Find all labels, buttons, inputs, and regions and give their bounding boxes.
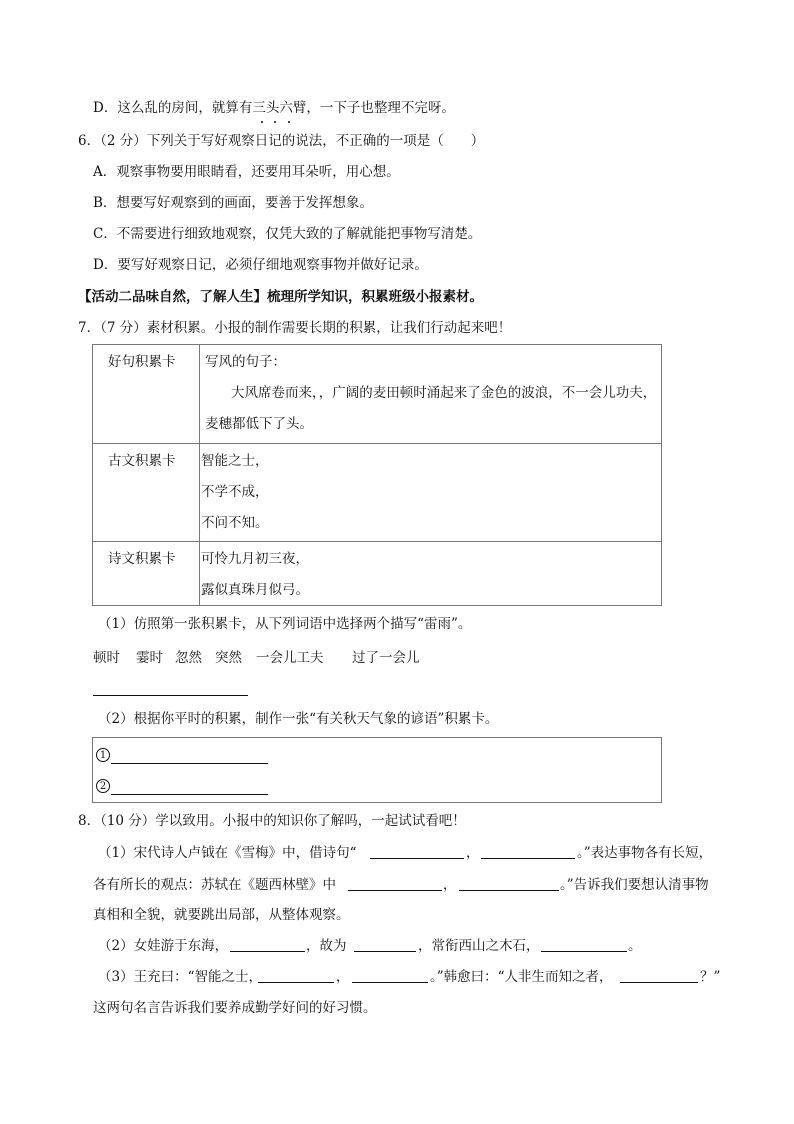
circled-number: 1 — [96, 748, 110, 762]
word-option: 一会儿工夫 — [256, 650, 324, 666]
card-line: 写风的句子： — [205, 354, 286, 370]
answer-blank[interactable] — [620, 982, 698, 983]
q8-s3-text: 。”韩愈曰：“人非生而知之者， — [430, 969, 613, 985]
card-label: 诗文积累卡 — [108, 551, 176, 567]
table-divider — [93, 541, 661, 542]
q7-sub2: （2）根据你平时的积累，制作一张“有关秋天气象的谚语”积累卡。 — [98, 711, 499, 727]
q8-s2-text: （2）女娃游于东海， — [98, 938, 229, 954]
q8-stem: 8．（10 分）学以致用。小报中的知识你了解吗，一起试试看吧！ — [78, 813, 466, 829]
emphasis-dot — [274, 121, 276, 123]
card-line: 智能之士， — [201, 453, 269, 469]
q6-option-b[interactable]: B．想要写好观察到的画面，要善于发挥想象。 — [93, 195, 373, 211]
card-label: 古文积累卡 — [108, 453, 176, 469]
card-line: 露似真珠月似弓。 — [201, 582, 309, 598]
q8-s1-text: 各有所长的观点：苏轼在《题西林壁》中 — [93, 877, 336, 893]
answer-blank[interactable] — [541, 951, 627, 952]
word-option: 过了一会儿 — [352, 650, 420, 666]
q8-s3-text: 这两句名言告诉我们要养成勤学好问的好习惯。 — [93, 1000, 377, 1016]
table-divider — [93, 443, 661, 444]
answer-blank[interactable] — [481, 858, 575, 859]
answer-blank[interactable] — [93, 695, 248, 696]
q8-s3-text: （3）王充曰：“智能之士， — [98, 969, 262, 985]
q7-stem: 7．（7 分）素材积累。小报的制作需要长期的积累，让我们行动起来吧！ — [78, 320, 512, 336]
q8-s1-text: 。”告诉我们要想认清事物 — [560, 877, 709, 893]
table-divider — [199, 345, 200, 605]
card-line: 可怜九月初三夜， — [201, 551, 309, 567]
q8-s3-text: ？” — [700, 969, 721, 985]
q5-option-d: D．这么乱的房间，就算有三头六臂，一下子也整理不完呀。 — [93, 100, 455, 116]
q6-option-d[interactable]: D．要写好观察日记，必须仔细地观察事物并做好记录。 — [93, 257, 428, 273]
q8-s1-text: ， — [443, 877, 457, 893]
answer-blank[interactable] — [348, 890, 442, 891]
q8-s1-text: 真相和全貌，就要跳出局部，从整体观察。 — [93, 907, 350, 923]
answer-blank[interactable] — [352, 982, 428, 983]
q8-s2-text: 。 — [628, 938, 642, 954]
emphasis-dot — [261, 121, 263, 123]
proverb-card — [92, 737, 662, 803]
activity-heading: 【活动二品味自然，了解人生】梳理所学知识，积累班级小报素材。 — [78, 289, 483, 305]
card-label: 好句积累卡 — [108, 354, 176, 370]
word-option: 突然 — [215, 650, 242, 666]
answer-blank[interactable] — [111, 794, 268, 795]
q8-s2-text: ，常衔西山之木石， — [418, 938, 540, 954]
q8-s3-text: ， — [336, 969, 350, 985]
word-option: 顿时 — [93, 650, 120, 666]
card-line: 不学不成， — [201, 484, 269, 500]
emphasis-dot — [288, 121, 290, 123]
q8-s1-text: （1）宋代诗人卢钺在《雪梅》中，借诗句“ — [98, 845, 357, 861]
answer-blank[interactable] — [111, 763, 268, 764]
q8-s1-text: 。”表达事物各有长短， — [577, 845, 713, 861]
card-line: 不问不知。 — [201, 515, 269, 531]
accumulation-cards-table — [92, 344, 662, 606]
circled-number: 2 — [96, 779, 110, 793]
answer-blank[interactable] — [354, 951, 416, 952]
q6-stem: 6．（2 分）下列关于写好观察日记的说法，不正确的一项是（ ） — [78, 133, 485, 149]
q6-option-a[interactable]: A．观察事物要用眼睛看，还要用耳朵听，用心想。 — [93, 164, 400, 180]
word-option: 忽然 — [175, 650, 202, 666]
card-line: 大风席卷而来，，广阔的麦田顿时涌起来了金色的波浪，不一会儿功夫， — [231, 385, 657, 401]
word-option: 霎时 — [136, 650, 163, 666]
answer-blank[interactable] — [370, 858, 464, 859]
answer-blank[interactable] — [258, 982, 334, 983]
q8-s1-text: ， — [466, 845, 480, 861]
q6-option-c[interactable]: C．不需要进行细致地观察，仅凭大致的了解就能把事物写清楚。 — [93, 226, 482, 242]
answer-blank[interactable] — [230, 951, 305, 952]
q8-s2-text: ，故为 — [306, 938, 347, 954]
card-line: 麦穗都低下了头。 — [205, 416, 313, 432]
answer-blank[interactable] — [459, 890, 559, 891]
q7-sub1: （1）仿照第一张积累卡，从下列词语中选择两个描写“雷雨”。 — [98, 616, 472, 632]
